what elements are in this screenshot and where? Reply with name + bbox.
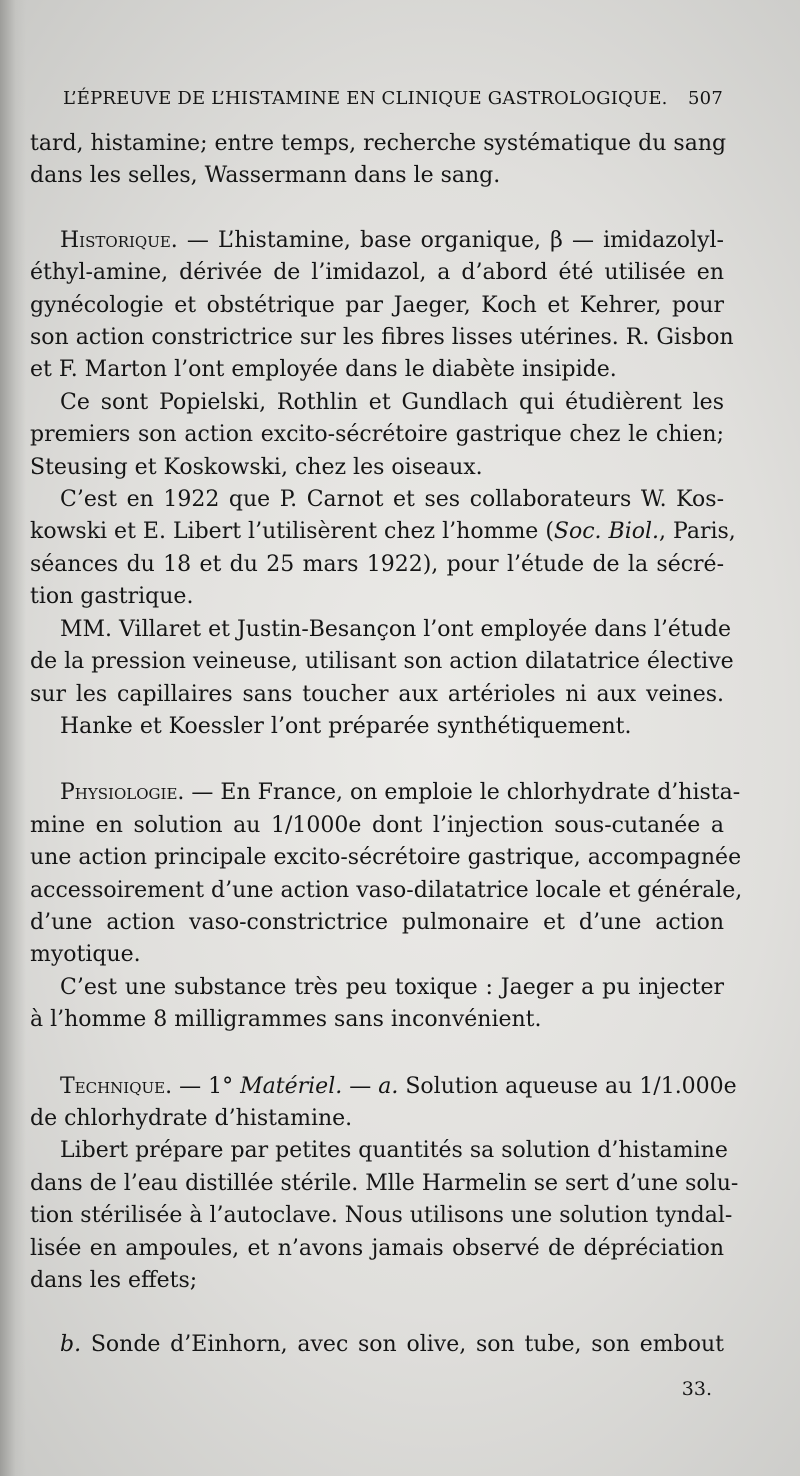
page-gutter-shadow bbox=[0, 0, 26, 1476]
text-line: premiers son action excito-sécrétoire gastrique chez le chien; bbox=[30, 422, 724, 448]
text-line: à l’homme 8 milligrammes sans inconvénient. bbox=[30, 1007, 542, 1033]
text-line: gynécologie et obstétrique par Jaeger, Koch et Kehrer, pour bbox=[30, 292, 724, 318]
text-line: C’est en 1922 que P. Carnot et ses collaborateurs W. Kos- bbox=[60, 487, 724, 513]
citation-italic: Soc. Biol. bbox=[553, 519, 660, 545]
text-line-citation: kowski et E. Libert l’utilisèrent chez l’homme (Soc. Biol., Paris, bbox=[30, 519, 736, 545]
page-body bbox=[30, 128, 743, 1362]
text-line: son action constrictrice sur les fibres lisses utérines. R. Gisbon bbox=[30, 325, 734, 351]
text-line: d’une action vaso-constrictrice pulmonaire et d’une action bbox=[30, 909, 724, 935]
subheading-materiel: Matériel. bbox=[240, 1073, 343, 1099]
section-heading-physiologie: Physiologie. bbox=[60, 780, 185, 806]
text-line: de la pression veineuse, utilisant son action dilatatrice élective bbox=[30, 649, 734, 675]
running-header bbox=[63, 88, 723, 109]
section-heading-technique: Technique. bbox=[60, 1073, 173, 1099]
text-line: accessoirement d’une action vaso-dilatatrice locale et générale, bbox=[30, 877, 743, 903]
text-line: MM. Villaret et Justin-Besançon l’ont employée dans l’étude bbox=[60, 616, 732, 642]
text-line: Hanke et Koessler l’ont préparée synthétiquement. bbox=[60, 713, 632, 739]
text-line: Libert prépare par petites quantités sa solution d’histamine bbox=[60, 1138, 728, 1164]
header-page-number: 507 bbox=[688, 88, 723, 109]
text-line: lisée en ampoules, et n’avons jamais observé de dépréciation bbox=[30, 1235, 724, 1261]
text-line: tard, histamine; entre temps, recherche systématique du sang bbox=[30, 131, 727, 156]
section-technique-first-line: Technique. — 1° Matériel. — a. Solution aqueuse au 1/1.000e bbox=[60, 1073, 737, 1099]
text-line: myotique. bbox=[30, 942, 141, 968]
signature-mark: 33. bbox=[681, 1378, 712, 1400]
section-heading-historique: Historique. bbox=[60, 227, 178, 253]
text-line-sonde: b. Sonde d’Einhorn, avec son olive, son tube, son embout bbox=[60, 1332, 724, 1358]
text-line: Ce sont Popielski, Rothlin et Gundlach qui étudièrent les bbox=[60, 389, 724, 415]
text-line: dans de l’eau distillée stérile. Mlle Harmelin se sert d’une solu- bbox=[30, 1170, 739, 1196]
text-line: une action principale excito-sécrétoire gastrique, accompagnée bbox=[30, 845, 742, 871]
section-historique-first-line: Historique. — L’histamine, base organique, β — imidazolyl- bbox=[60, 227, 724, 253]
text-line: éthyl-amine, dérivée de l’imidazol, a d’abord été utilisée en bbox=[30, 260, 724, 286]
text-line: dans les selles, Wassermann dans le sang. bbox=[30, 163, 501, 189]
text-line: et F. Marton l’ont employée dans le diabète insipide. bbox=[30, 357, 617, 383]
text-line: séances du 18 et du 25 mars 1922), pour l’étude de la sécré- bbox=[30, 551, 724, 577]
text-line: tion gastrique. bbox=[30, 584, 194, 610]
section-physiologie-first-line: Physiologie. — En France, on emploie le chlorhydrate d’hista- bbox=[60, 780, 741, 806]
running-title: L’ÉPREUVE DE L’HISTAMINE EN CLINIQUE GASTROLOGIQUE. bbox=[63, 88, 668, 109]
text-line: Steusing et Koskowski, chez les oiseaux. bbox=[30, 454, 483, 480]
text-line: sur les capillaires sans toucher aux artérioles ni aux veines. bbox=[30, 681, 724, 707]
text-line: C’est une substance très peu toxique : Jaeger a pu injecter bbox=[60, 974, 724, 1000]
text-line: mine en solution au 1/1000e dont l’injection sous-cutanée a bbox=[30, 812, 724, 838]
text-line: de chlorhydrate d’histamine. bbox=[30, 1105, 353, 1131]
text-line: dans les effets; bbox=[30, 1268, 198, 1293]
text-line: tion stérilisée à l’autoclave. Nous utilisons une solution tyndal- bbox=[30, 1203, 733, 1229]
